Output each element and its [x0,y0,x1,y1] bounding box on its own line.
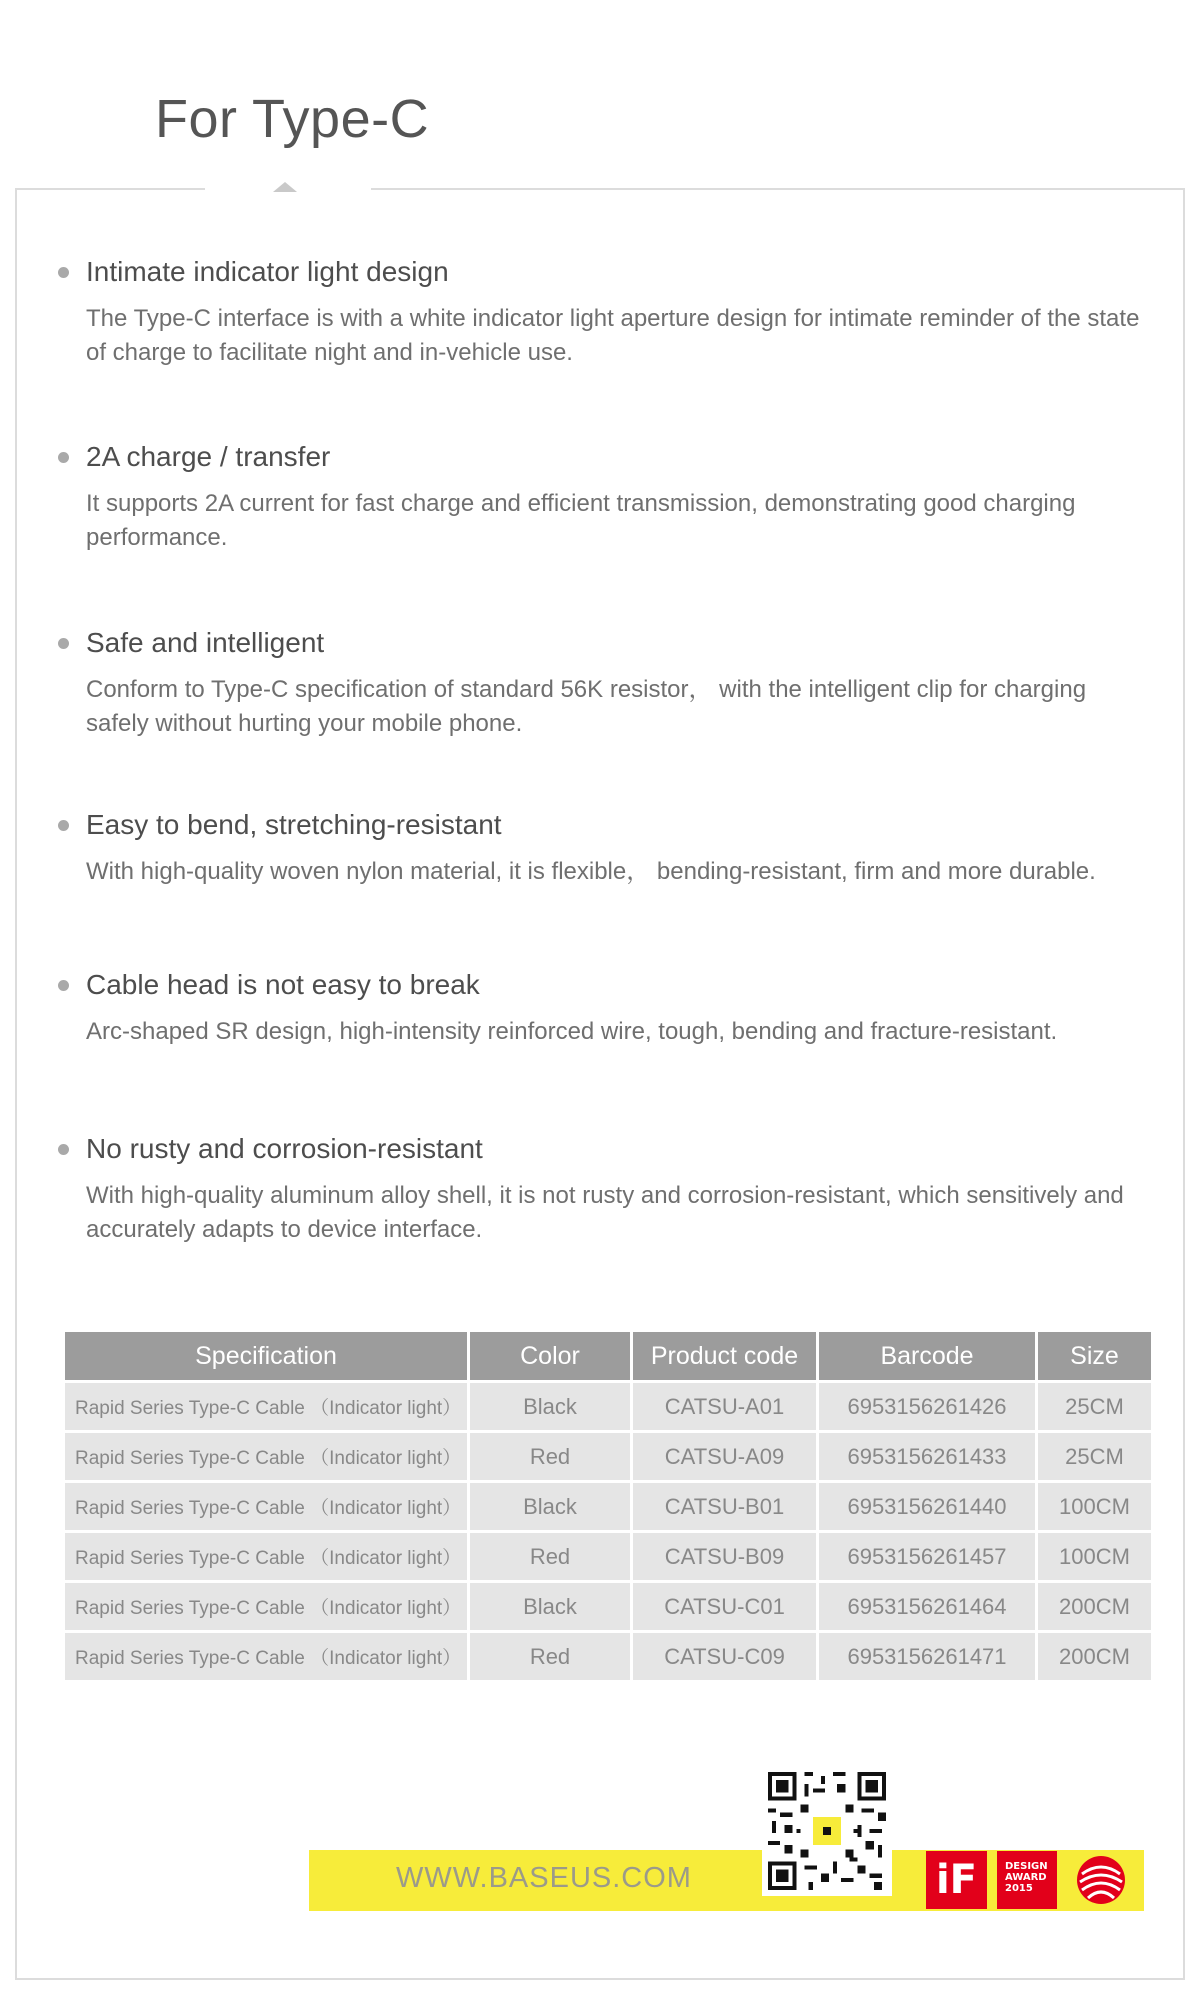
feature-description: It supports 2A current for fast charge and efficient transmission, demonstrating good charging performance. [86,490,1076,551]
cell-size: 25CM [1038,1433,1151,1480]
bullet-icon [58,267,69,278]
website-link[interactable]: WWW.BASEUS.COM [396,1862,692,1894]
qr-code-icon [762,1766,892,1896]
table-row [65,1533,1151,1580]
cell-color: Black [470,1583,630,1630]
cell-specification: Rapid Series Type-C Cable （Indicator light） [65,1383,467,1430]
feature-description: With high-quality woven nylon material, it is flexible， bending-resistant, firm and more durable. [86,858,1096,885]
cell-product-code: CATSU-C01 [633,1583,816,1630]
cell-barcode: 6953156261471 [819,1633,1035,1680]
cell-color: Black [470,1383,630,1430]
cell-barcode: 6953156261457 [819,1533,1035,1580]
column-header-size: Size [1038,1332,1151,1380]
red-dot-logo-icon [1070,1850,1132,1910]
cell-product-code: CATSU-A09 [633,1433,816,1480]
cell-barcode: 6953156261426 [819,1383,1035,1430]
feature-item [58,1131,1158,1247]
frame-top-divider-right [371,188,1185,190]
award-line: 2015 [1005,1883,1033,1894]
cell-specification: Rapid Series Type-C Cable （Indicator light） [65,1533,467,1580]
bullet-icon [58,638,69,649]
column-header-product-code: Product code [633,1332,816,1380]
table-row [65,1433,1151,1480]
cell-color: Red [470,1633,630,1680]
cell-specification: Rapid Series Type-C Cable （Indicator light） [65,1583,467,1630]
cell-color: Black [470,1483,630,1530]
cell-product-code: CATSU-B09 [633,1533,816,1580]
feature-heading: Safe and intelligent [86,627,325,658]
cell-size: 25CM [1038,1383,1151,1430]
bullet-icon [58,452,69,463]
cell-size: 200CM [1038,1633,1151,1680]
feature-heading: 2A charge / transfer [86,441,331,472]
pointer-arrow-icon [273,182,297,192]
bullet-icon [58,820,69,831]
bullet-icon [58,1144,69,1155]
design-award-badge [997,1851,1057,1909]
cell-product-code: CATSU-C09 [633,1633,816,1680]
cell-specification: Rapid Series Type-C Cable （Indicator light） [65,1633,467,1680]
award-line: DESIGN [1005,1861,1048,1872]
frame-top-divider-left [15,188,205,190]
feature-heading: Cable head is not easy to break [86,969,480,1000]
table-row [65,1583,1151,1630]
feature-heading: No rusty and corrosion-resistant [86,1133,483,1164]
cell-size: 100CM [1038,1533,1151,1580]
feature-description: Conform to Type-C specification of standard 56K resistor， with the intelligent clip for charging safely without hurting your mobile phone. [86,676,1087,737]
cell-product-code: CATSU-B01 [633,1483,816,1530]
award-line: AWARD [1005,1872,1047,1883]
cell-size: 200CM [1038,1583,1151,1630]
cell-specification: Rapid Series Type-C Cable （Indicator light） [65,1433,467,1480]
feature-item [58,807,1158,889]
bullet-icon [58,980,69,991]
cell-specification: Rapid Series Type-C Cable （Indicator light） [65,1483,467,1530]
table-row [65,1483,1151,1530]
table-row [65,1383,1151,1430]
table-row [65,1633,1151,1680]
feature-heading: Easy to bend, stretching-resistant [86,809,502,840]
cell-color: Red [470,1533,630,1580]
cell-size: 100CM [1038,1483,1151,1530]
feature-description: Arc-shaped SR design, high-intensity reinforced wire, tough, bending and fracture-resistant. [86,1018,1058,1045]
feature-item [58,254,1158,370]
column-header-specification: Specification [65,1332,467,1380]
feature-description: With high-quality aluminum alloy shell, it is not rusty and corrosion-resistant, which sensitively and accurately adapts to device interface. [86,1182,1124,1243]
cell-product-code: CATSU-A01 [633,1383,816,1430]
cell-barcode: 6953156261440 [819,1483,1035,1530]
page-title: For Type-C [155,89,430,149]
feature-item [58,625,1158,741]
table-header-row [65,1332,1151,1380]
if-logo-icon: iF [926,1851,987,1909]
cell-barcode: 6953156261464 [819,1583,1035,1630]
specification-table [62,1329,1154,1683]
column-header-color: Color [470,1332,630,1380]
cell-barcode: 6953156261433 [819,1433,1035,1480]
feature-item [58,439,1158,555]
feature-item [58,967,1158,1049]
feature-description: The Type-C interface is with a white indicator light aperture design for intimate reminder of the state of charge to facilitate night and in-vehicle use. [86,305,1140,366]
cell-color: Red [470,1433,630,1480]
column-header-barcode: Barcode [819,1332,1035,1380]
feature-heading: Intimate indicator light design [86,256,449,287]
